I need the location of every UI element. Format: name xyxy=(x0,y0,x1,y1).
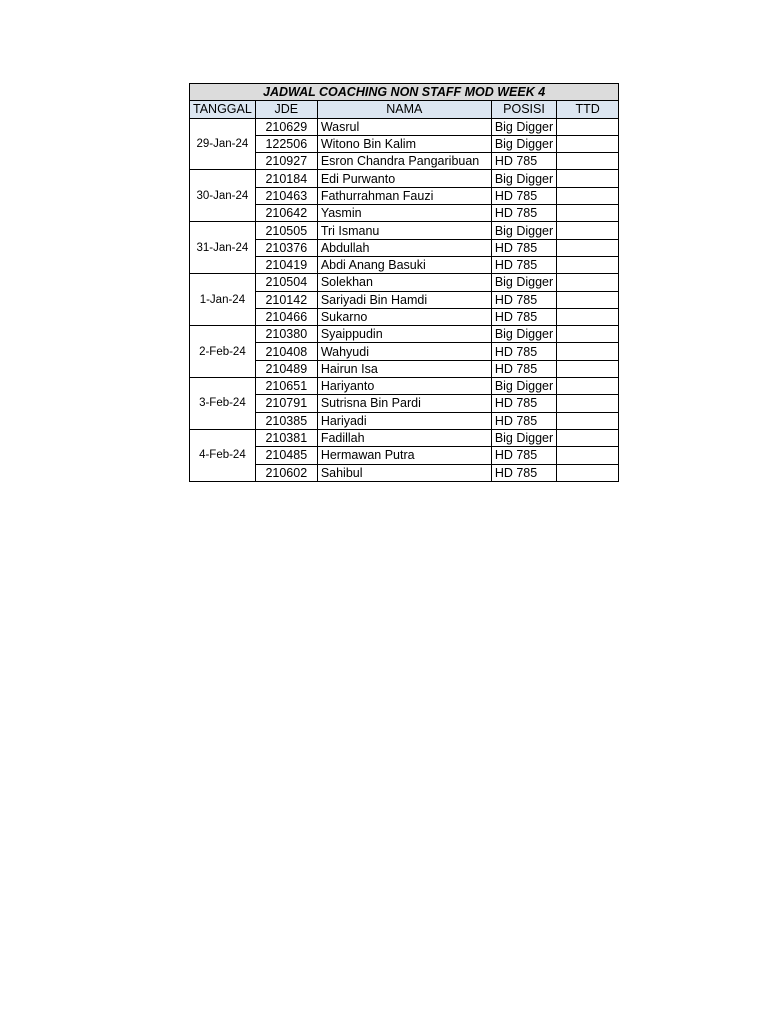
date-cell: 31-Jan-24 xyxy=(190,222,256,274)
table-row xyxy=(190,118,619,135)
nama-cell: Hermawan Putra xyxy=(317,447,491,464)
nama-cell: Abdullah xyxy=(317,239,491,256)
posisi-cell: HD 785 xyxy=(491,308,556,325)
jde-cell: 210504 xyxy=(255,274,317,291)
nama-cell: Solekhan xyxy=(317,274,491,291)
posisi-cell: Big Digger xyxy=(491,222,556,239)
jde-cell: 210419 xyxy=(255,256,317,273)
table-row xyxy=(190,170,619,187)
table-body xyxy=(190,118,619,481)
date-cell: 30-Jan-24 xyxy=(190,170,256,222)
ttd-cell[interactable] xyxy=(557,205,619,222)
nama-cell: Abdi Anang Basuki xyxy=(317,256,491,273)
posisi-cell: HD 785 xyxy=(491,447,556,464)
jde-cell: 210791 xyxy=(255,395,317,412)
nama-cell: Witono Bin Kalim xyxy=(317,135,491,152)
ttd-cell[interactable] xyxy=(557,412,619,429)
ttd-cell[interactable] xyxy=(557,153,619,170)
ttd-cell[interactable] xyxy=(557,118,619,135)
posisi-cell: Big Digger xyxy=(491,326,556,343)
ttd-cell[interactable] xyxy=(557,222,619,239)
ttd-cell[interactable] xyxy=(557,291,619,308)
posisi-cell: Big Digger xyxy=(491,274,556,291)
table-row xyxy=(190,222,619,239)
nama-cell: Tri Ismanu xyxy=(317,222,491,239)
jde-cell: 210380 xyxy=(255,326,317,343)
table-row xyxy=(190,274,619,291)
jde-cell: 210651 xyxy=(255,378,317,395)
ttd-cell[interactable] xyxy=(557,187,619,204)
jde-cell: 210602 xyxy=(255,464,317,481)
jde-cell: 210466 xyxy=(255,308,317,325)
column-header-posisi: POSISI xyxy=(491,101,556,118)
nama-cell: Sutrisna Bin Pardi xyxy=(317,395,491,412)
posisi-cell: Big Digger xyxy=(491,135,556,152)
nama-cell: Hariyanto xyxy=(317,378,491,395)
ttd-cell[interactable] xyxy=(557,239,619,256)
jde-cell: 210505 xyxy=(255,222,317,239)
jde-cell: 210381 xyxy=(255,429,317,446)
header-row xyxy=(190,101,619,118)
ttd-cell[interactable] xyxy=(557,256,619,273)
ttd-cell[interactable] xyxy=(557,360,619,377)
date-cell: 3-Feb-24 xyxy=(190,378,256,430)
ttd-cell[interactable] xyxy=(557,378,619,395)
posisi-cell: HD 785 xyxy=(491,205,556,222)
date-cell: 29-Jan-24 xyxy=(190,118,256,170)
nama-cell: Wasrul xyxy=(317,118,491,135)
posisi-cell: Big Digger xyxy=(491,378,556,395)
posisi-cell: Big Digger xyxy=(491,170,556,187)
posisi-cell: HD 785 xyxy=(491,291,556,308)
ttd-cell[interactable] xyxy=(557,326,619,343)
posisi-cell: HD 785 xyxy=(491,256,556,273)
table-title: JADWAL COACHING NON STAFF MOD WEEK 4 xyxy=(190,84,619,101)
jde-cell: 210642 xyxy=(255,205,317,222)
ttd-cell[interactable] xyxy=(557,274,619,291)
table-row xyxy=(190,326,619,343)
nama-cell: Sahibul xyxy=(317,464,491,481)
nama-cell: Hairun Isa xyxy=(317,360,491,377)
nama-cell: Hariyadi xyxy=(317,412,491,429)
nama-cell: Fadillah xyxy=(317,429,491,446)
posisi-cell: HD 785 xyxy=(491,239,556,256)
nama-cell: Yasmin xyxy=(317,205,491,222)
posisi-cell: HD 785 xyxy=(491,395,556,412)
date-cell: 2-Feb-24 xyxy=(190,326,256,378)
jde-cell: 210385 xyxy=(255,412,317,429)
jde-cell: 210142 xyxy=(255,291,317,308)
coaching-schedule-table xyxy=(189,83,619,482)
column-header-ttd: TTD xyxy=(557,101,619,118)
jde-cell: 210408 xyxy=(255,343,317,360)
column-header-jde: JDE xyxy=(255,101,317,118)
jde-cell: 210376 xyxy=(255,239,317,256)
ttd-cell[interactable] xyxy=(557,447,619,464)
posisi-cell: HD 785 xyxy=(491,412,556,429)
jde-cell: 122506 xyxy=(255,135,317,152)
posisi-cell: HD 785 xyxy=(491,464,556,481)
ttd-cell[interactable] xyxy=(557,395,619,412)
nama-cell: Sukarno xyxy=(317,308,491,325)
ttd-cell[interactable] xyxy=(557,308,619,325)
nama-cell: Sariyadi Bin Hamdi xyxy=(317,291,491,308)
table-row xyxy=(190,378,619,395)
posisi-cell: Big Digger xyxy=(491,118,556,135)
ttd-cell[interactable] xyxy=(557,429,619,446)
ttd-cell[interactable] xyxy=(557,464,619,481)
column-header-tanggal: TANGGAL xyxy=(190,101,256,118)
ttd-cell[interactable] xyxy=(557,135,619,152)
posisi-cell: HD 785 xyxy=(491,360,556,377)
jde-cell: 210485 xyxy=(255,447,317,464)
date-cell: 4-Feb-24 xyxy=(190,429,256,481)
jde-cell: 210489 xyxy=(255,360,317,377)
column-header-nama: NAMA xyxy=(317,101,491,118)
nama-cell: Edi Purwanto xyxy=(317,170,491,187)
jde-cell: 210629 xyxy=(255,118,317,135)
jde-cell: 210463 xyxy=(255,187,317,204)
posisi-cell: HD 785 xyxy=(491,343,556,360)
jde-cell: 210927 xyxy=(255,153,317,170)
ttd-cell[interactable] xyxy=(557,343,619,360)
nama-cell: Wahyudi xyxy=(317,343,491,360)
nama-cell: Syaippudin xyxy=(317,326,491,343)
posisi-cell: Big Digger xyxy=(491,429,556,446)
posisi-cell: HD 785 xyxy=(491,187,556,204)
table-row xyxy=(190,429,619,446)
nama-cell: Fathurrahman Fauzi xyxy=(317,187,491,204)
posisi-cell: HD 785 xyxy=(491,153,556,170)
date-cell: 1-Jan-24 xyxy=(190,274,256,326)
ttd-cell[interactable] xyxy=(557,170,619,187)
jde-cell: 210184 xyxy=(255,170,317,187)
nama-cell: Esron Chandra Pangaribuan xyxy=(317,153,491,170)
